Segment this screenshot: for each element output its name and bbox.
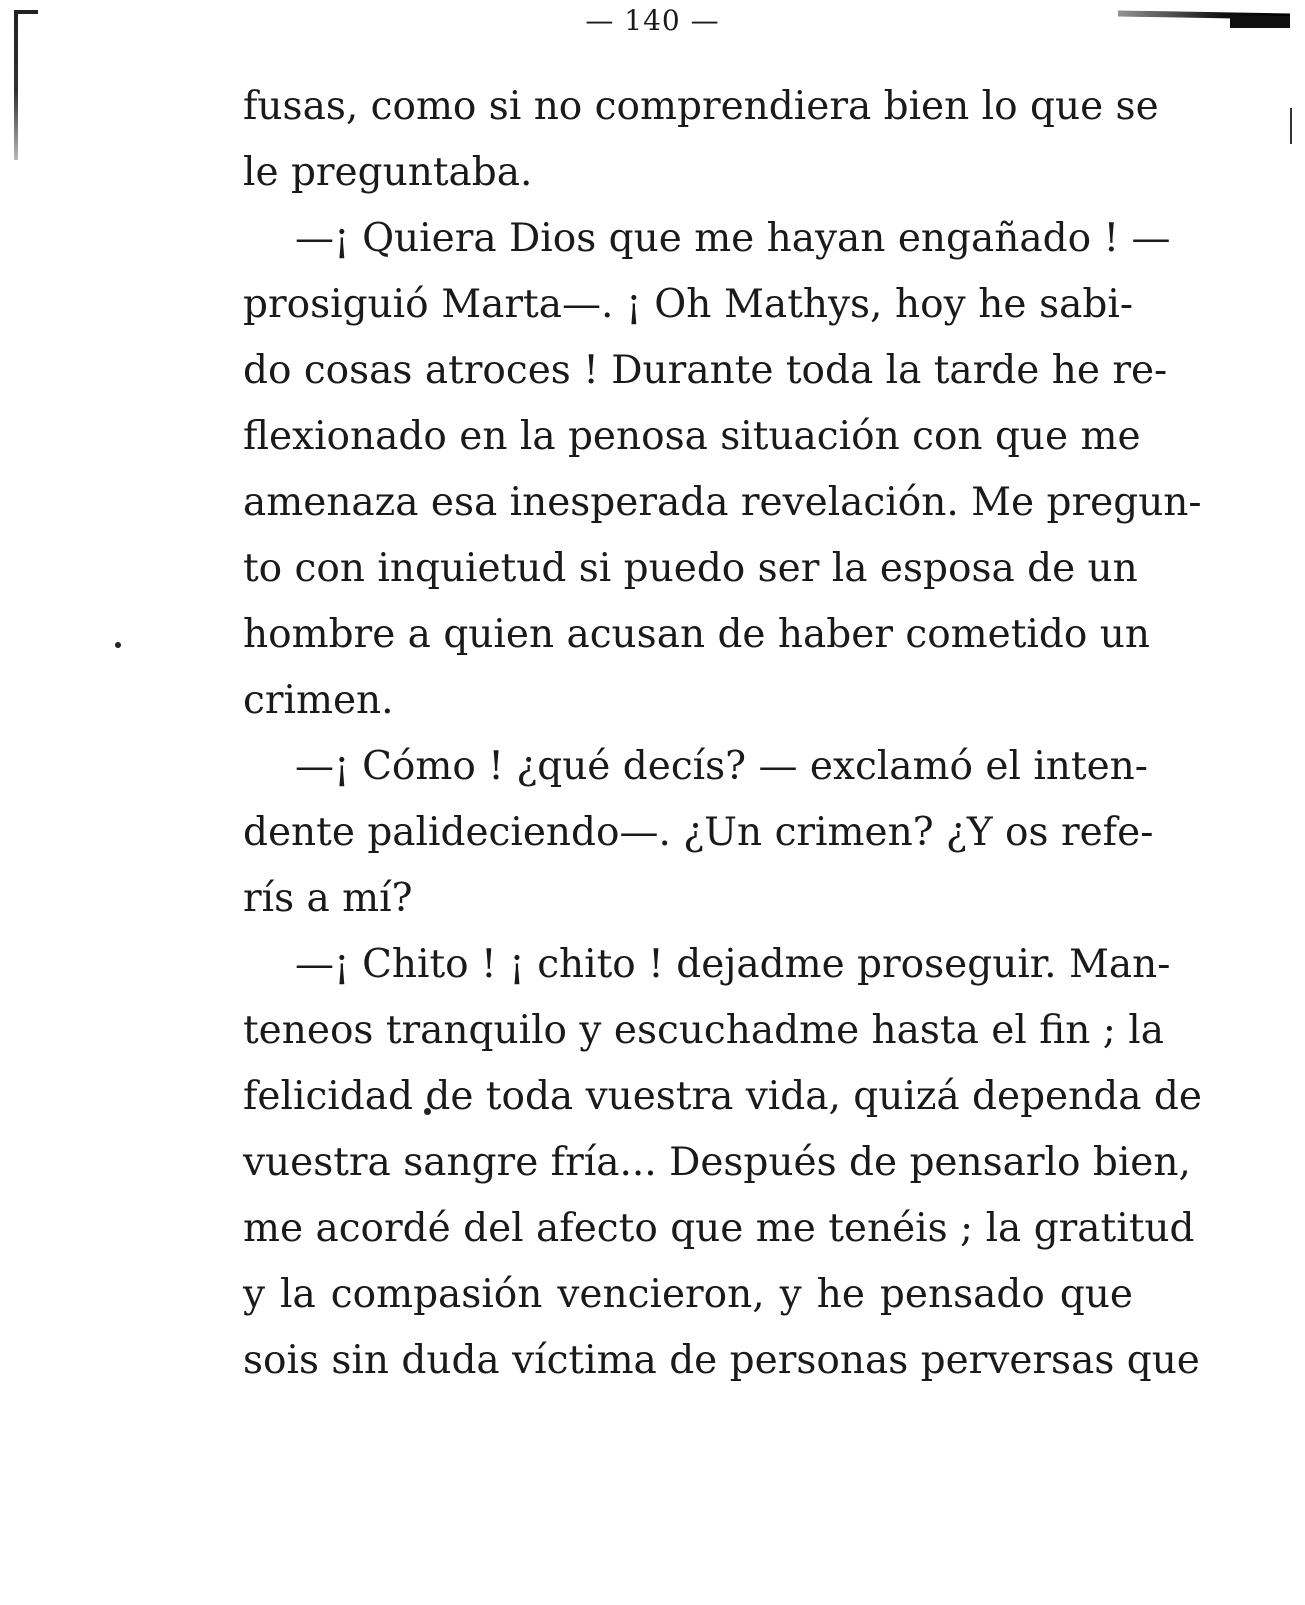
text-line: y la compasión vencieron, y he pensado que [243, 1272, 1133, 1317]
text-line: prosiguió Marta—. ¡ Oh Mathys, hoy he sabi- [243, 282, 1133, 327]
text-line: dente palideciendo—. ¿Un crimen? ¿Y os refe- [243, 810, 1154, 855]
text-line: —¡ Quiera Dios que me hayan engañado ! — [295, 216, 1171, 261]
text-line: flexionado en la penosa situación con que me [243, 414, 1141, 459]
text-line: crimen. [243, 678, 394, 723]
text-line: do cosas atroces ! Durante toda la tarde he re- [243, 348, 1168, 393]
ink-speck [115, 642, 121, 648]
text-line: sois sin duda víctima de personas perversas que [243, 1338, 1200, 1383]
text-line: le preguntaba. [243, 150, 533, 195]
scan-edge-mark [1290, 108, 1292, 144]
text-line: amenaza esa inesperada revelación. Me pregun- [243, 480, 1202, 525]
text-line: hombre a quien acusan de haber cometido un [243, 612, 1150, 657]
text-line: fusas, como si no comprendiera bien lo que se [243, 84, 1159, 129]
text-line: rís a mí? [243, 876, 413, 921]
text-line: teneos tranquilo y escuchadme hasta el fin ; la [243, 1008, 1164, 1053]
body-text [243, 74, 1202, 1394]
text-line: —¡ Cómo ! ¿qué decís? — exclamó el inten- [295, 744, 1148, 789]
text-line: me acordé del afecto que me tenéis ; la gratitud [243, 1206, 1195, 1251]
text-line: vuestra sangre fría... Después de pensarlo bien, [243, 1140, 1191, 1185]
text-line: to con inquietud si puedo ser la esposa de un [243, 546, 1138, 591]
text-line: felicidad de toda vuestra vida, quizá dependa de [243, 1074, 1202, 1119]
page-number-header: — 140 — [585, 4, 720, 37]
text-line: —¡ Chito ! ¡ chito ! dejadme proseguir. Man- [295, 942, 1171, 987]
